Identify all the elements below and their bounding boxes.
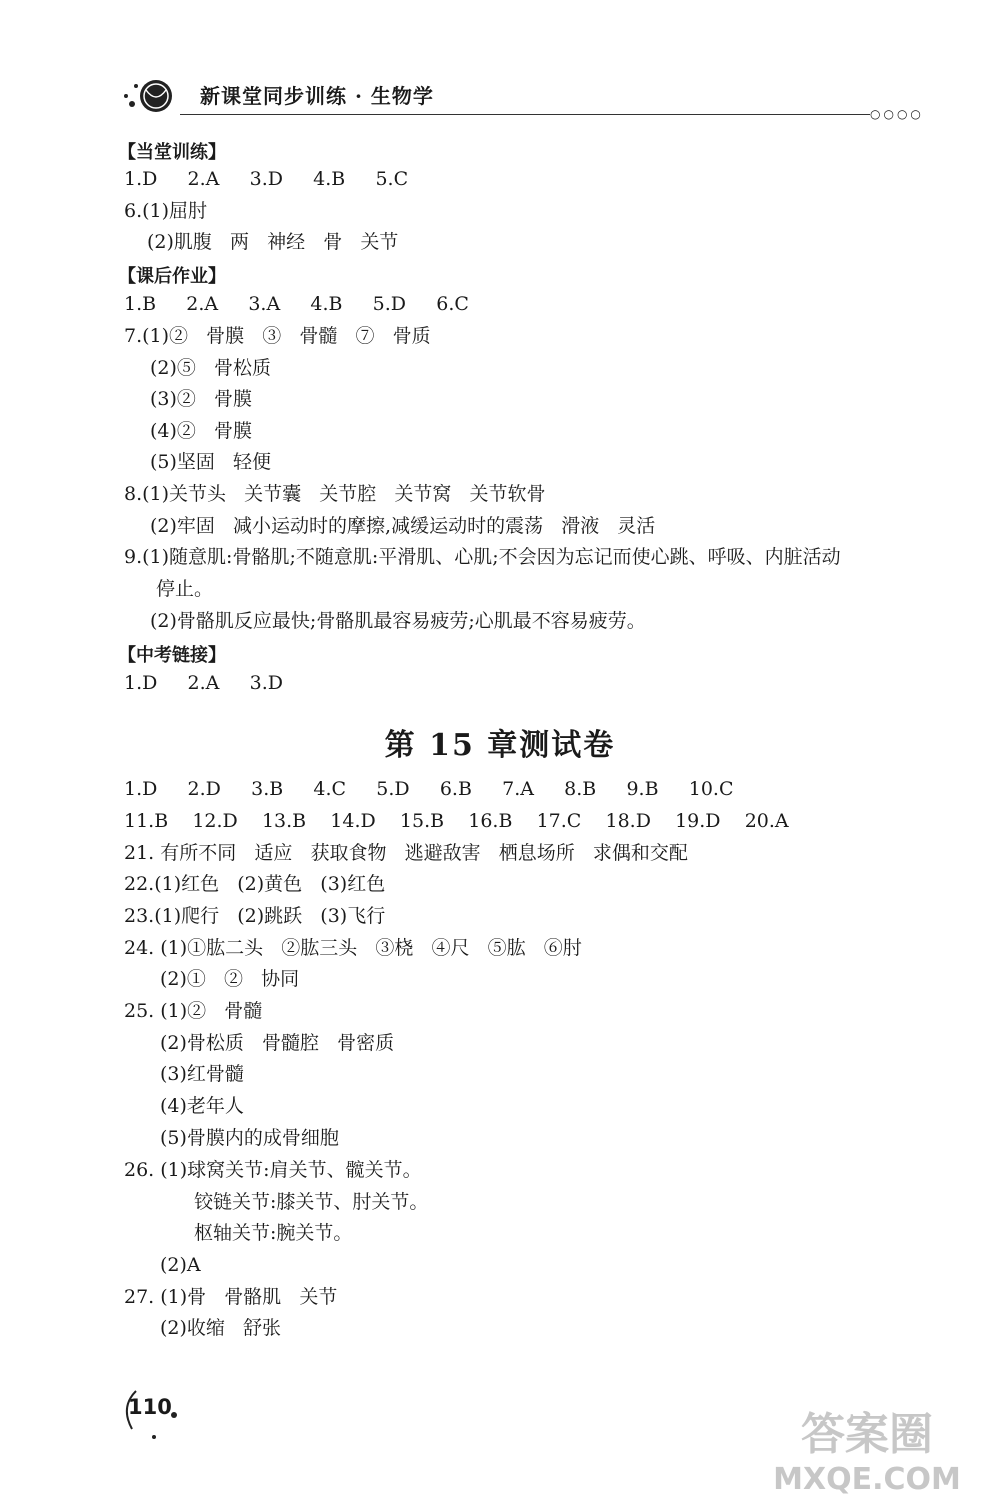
answer-line: (2)牢固 减小运动时的摩擦,减缓运动时的震荡 滑液 灵活 <box>150 515 656 537</box>
header-logo-icon <box>118 74 178 118</box>
page-header <box>110 72 940 122</box>
answer-line: 枢轴关节:腕关节。 <box>194 1222 353 1244</box>
section-heading-class-practice: 【当堂训练】 <box>118 142 226 163</box>
page-number: 110 <box>128 1395 172 1419</box>
watermark-logo-icon <box>742 1397 992 1497</box>
answer-line: 25. (1)② 骨髓 <box>124 1000 263 1022</box>
page-number-badge <box>118 1385 188 1445</box>
answer-line: (4)② 骨膜 <box>150 420 253 442</box>
answer-line: 23.(1)爬行 (2)跳跃 (3)飞行 <box>124 905 386 927</box>
answer-line: (2)肌腹 两 神经 骨 关节 <box>147 231 399 253</box>
answer-line: 1.B 2.A 3.A 4.B 5.D 6.C <box>124 293 469 315</box>
answer-line: 1.D 2.A 3.D <box>124 672 283 694</box>
answer-line: 铰链关节:膝关节、肘关节。 <box>194 1191 429 1213</box>
answer-line: (5)骨膜内的成骨细胞 <box>160 1127 339 1149</box>
section-heading-exam-link: 【中考链接】 <box>118 645 226 666</box>
answer-line: (2)骨骼肌反应最快;骨骼肌最容易疲劳;心肌最不容易疲劳。 <box>150 610 646 632</box>
answer-line: 停止。 <box>156 578 214 600</box>
answer-line: (2)① ② 协同 <box>160 968 300 990</box>
answer-line: (2)⑤ 骨松质 <box>150 357 272 379</box>
answer-line: (3)② 骨膜 <box>150 388 253 410</box>
answer-line: 11.B 12.D 13.B 14.D 15.B 16.B 17.C 18.D 19.D 20.A <box>124 810 789 832</box>
header-dots: ○○○○ <box>870 107 924 121</box>
answer-line: (2)A <box>160 1254 201 1276</box>
header-rule <box>180 114 870 115</box>
chapter-title: 第 15 章测试卷 <box>384 728 616 763</box>
answer-line: 21. 有所不同 适应 获取食物 逃避敌害 栖息场所 求偶和交配 <box>124 842 688 864</box>
section-heading-homework: 【课后作业】 <box>118 266 226 287</box>
header-title: 新课堂同步训练 · 生物学 <box>200 84 434 108</box>
answer-line: 27. (1)骨 骨骼肌 关节 <box>124 1286 338 1308</box>
answer-line: (2)收缩 舒张 <box>160 1317 282 1339</box>
answer-line: (2)骨松质 骨髓腔 骨密质 <box>160 1032 395 1054</box>
answer-line: (3)红骨髓 <box>160 1063 244 1085</box>
watermark-logo-text: 答案圈 <box>801 1409 933 1460</box>
answer-line: 24. (1)①肱二头 ②肱三头 ③桡 ④尺 ⑤肱 ⑥肘 <box>124 937 582 959</box>
answer-line: 1.D 2.A 3.D 4.B 5.C <box>124 168 409 190</box>
answer-line: 26. (1)球窝关节:肩关节、髋关节。 <box>124 1159 422 1181</box>
answer-line: 9.(1)随意肌:骨骼肌;不随意肌:平滑肌、心肌;不会因为忘记而使心跳、呼吸、内脏活动 <box>124 546 841 568</box>
watermark <box>742 1397 992 1497</box>
answer-line: 1.D 2.D 3.B 4.C 5.D 6.B 7.A 8.B 9.B 10.C <box>124 778 734 800</box>
answer-line: 8.(1)关节头 关节囊 关节腔 关节窝 关节软骨 <box>124 483 546 505</box>
answer-line: 7.(1)② 骨膜 ③ 骨髓 ⑦ 骨质 <box>124 325 431 347</box>
answer-line: (5)坚固 轻便 <box>150 451 272 473</box>
answer-line: 22.(1)红色 (2)黄色 (3)红色 <box>124 873 386 895</box>
answer-line: 6.(1)屈肘 <box>124 200 208 222</box>
watermark-url: MXQE.COM <box>773 1462 961 1497</box>
answer-line: (4)老年人 <box>160 1095 244 1117</box>
